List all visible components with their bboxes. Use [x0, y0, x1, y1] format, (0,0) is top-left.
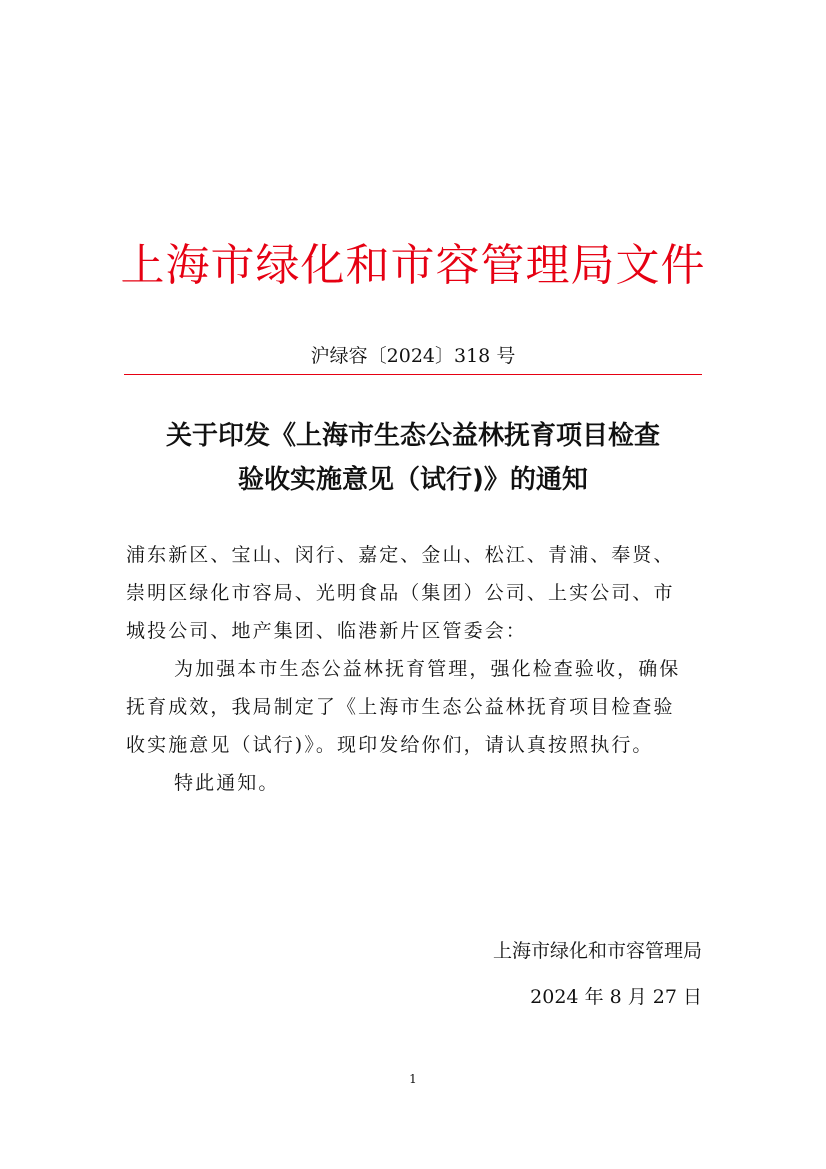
body-paragraph-line: 为加强本市生态公益林抚育管理，强化检查验收，确保	[174, 658, 681, 680]
signature-block	[400, 928, 702, 1020]
signing-date: 2024 年 8 月 27 日	[530, 986, 702, 1008]
closing-line: 特此通知。	[174, 772, 280, 794]
body-paragraph-line: 抚育成效，我局制定了《上海市生态公益林抚育项目检查验	[126, 696, 675, 718]
page-number: 1	[409, 1072, 417, 1086]
body-paragraph-line: 收实施意见（试行)》。现印发给你们，请认真按照执行。	[126, 734, 654, 756]
document-body	[126, 536, 706, 802]
document-number: 沪绿容〔2024〕318 号	[310, 345, 516, 367]
recipients-line: 崇明区绿化市容局、光明食品（集团）公司、上实公司、市	[126, 582, 675, 604]
signing-organization: 上海市绿化和市容管理局	[492, 940, 702, 962]
document-title-line: 验收实施意见（试行)》的通知	[238, 465, 588, 495]
recipients-line: 浦东新区、宝山、闵行、嘉定、金山、松江、青浦、奉贤、	[126, 544, 675, 566]
header-divider	[124, 374, 702, 375]
document-title	[100, 414, 726, 502]
issuing-authority-header: 上海市绿化和市容管理局文件	[120, 240, 706, 291]
recipients-line: 城投公司、地产集团、临港新片区管委会：	[126, 620, 527, 642]
document-title-line: 关于印发《上海市生态公益林抚育项目检查	[165, 421, 660, 451]
